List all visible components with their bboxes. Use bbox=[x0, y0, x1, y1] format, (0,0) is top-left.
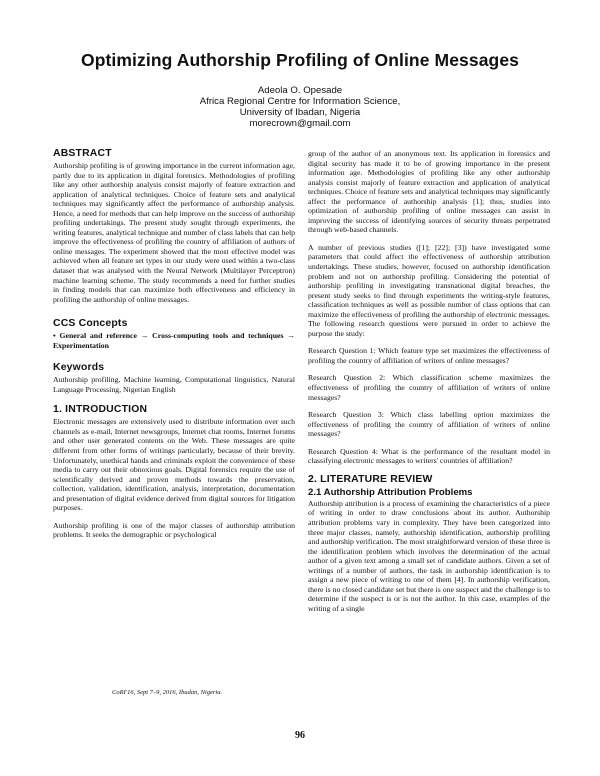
conference-footnote: CoRI'16, Sept 7–9, 2016, Ibadan, Nigeria. bbox=[112, 689, 223, 696]
left-column bbox=[53, 148, 295, 548]
abstract-heading: ABSTRACT bbox=[53, 148, 112, 159]
page-number: 96 bbox=[295, 730, 305, 741]
right-paragraph-2: A number of previous studies ([1]; [22]; [3]) have investigated some parameters that could affect the effectiveness of authorship attribution undertakings. These studies, however, focused on authorship identification problem and not on authorship profiling. Considering the potential of authorship profiling in investigating transnational digital breaches, the present study seeks to find through experiments the writing-style features, classification techniques as well as possible number of class options that can maximize the effectiveness of profiling the authorship of electronic messages. The following research questions were pursued in order to achieve the purpose the study: bbox=[308, 242, 550, 338]
research-question-4: Research Question 4: What is the performance of the resultant model in classifying electronic messages to writers' countries of affiliation? bbox=[308, 446, 550, 466]
right-column bbox=[308, 149, 550, 621]
intro-paragraph-1: Electronic messages are extensively used to distribute information over such channels as e-mail, Internet newsgroups, Internet chat rooms, Internet forums and other user generated contents on the Web. These messages are quite different from other forms of writings particularly, because of their brevity. Unfortunately, unethical hands and criminals exploit the convenience of these media to carry out their obnoxious goals. Digital forensics require the use of scientifically derived and proven methods towards the preservation, collection, validation, identification, analysis, interpretation, documentation and presentation of digital evidence derived from digital sources for litigation purposes. bbox=[53, 417, 295, 513]
introduction-heading: 1. INTRODUCTION bbox=[53, 404, 148, 416]
keywords-text: Authorship profiling, Machine learning, Computational linguistics, Natural Language Processing, Nigerian English bbox=[53, 375, 295, 394]
ccs-text: • General and reference → Cross-computing tools and techniques → Experimentation bbox=[53, 331, 295, 350]
keywords-heading: Keywords bbox=[53, 362, 105, 374]
author-university: University of Ibadan, Nigeria bbox=[239, 106, 361, 118]
author-email[interactable]: morecrown@gmail.com bbox=[249, 117, 351, 129]
literature-review-heading: 2. LITERATURE REVIEW bbox=[308, 473, 433, 485]
right-paragraph-1: group of the author of an anonymous text. Its application in forensics and digital security has made it to be of growing importance in the present information age. Methodologies of profiling like any other authorship analysis consist majorly of feature extraction and application of analytical techniques. Choice of feature sets and analytical techniques may significantly affect the performance of authorship analysis [1]; thus, studies into optimization of authorship profiling of online messages can assist in improving the success of identifying sources of security threats perpetrated through web-based channels. bbox=[308, 149, 550, 235]
literature-paragraph: Authorship attribution is a process of examining the characteristics of a piece of writing in order to draw conclusions about its author. Authorship attribution problems vary in complexity. They have been categorized into three major classes, namely, authorship identification, authorship profiling and authorship verification. The most straightforward version of these three is the identification problem which involves the determination of the actual author of a given text among a small set of candidate authors. Given a set of writings of a number of authors, the task in authorship identification is to assign a new piece of writing to one of them [4]. In authorship verification, there is no closed candidate set but there is one suspect and the challenge is to determine if the suspect is or is not the author. In this case, examples of the writing of a single bbox=[308, 498, 550, 613]
research-question-3: Research Question 3: Which class labelling option maximizes the effectiveness of profiling the country of affiliation of writers of online messages? bbox=[308, 410, 550, 439]
subsection-heading: 2.1 Authorship Attribution Problems bbox=[308, 486, 473, 498]
ccs-heading: CCS Concepts bbox=[53, 318, 128, 330]
author-block bbox=[0, 86, 600, 130]
intro-paragraph-2: Authorship profiling is one of the major classes of authorship attribution problems. It seeks the demographic or psychological bbox=[53, 520, 295, 540]
author-affiliation: Africa Regional Centre for Information Science, bbox=[199, 95, 401, 107]
research-question-2: Research Question 2: Which classification scheme maximizes the effectiveness of profiling the country of affiliation of writers of online messages? bbox=[308, 373, 550, 402]
author-name: Adeola O. Opesade bbox=[257, 85, 343, 96]
research-question-1: Research Question 1: Which feature type set maximizes the effectiveness of profiling the country of affiliation of writers of online messages? bbox=[308, 346, 550, 365]
abstract-text: Authorship profiling is of growing importance in the current information age, partly due to its application in digital forensics. Methodologies of profiling like any other authorship analysis consist majorly of feature extraction and application of analytical techniques. Choice of feature sets and analytical techniques may significantly affect the performance of authorship analysis. Hence, a need for methods that can help improve on the success of authorship profiling undertakings. The present study sought through experiments, the writing features, analytical technique and number of class labels that can help improve the effectiveness of profiling the country of affiliation of authors of online messages. The experiment showed that the most effective model was achieved when all feature set types in our study were used within a two-class dataset that was analysed with the Neural Network (Multilayer Perceptron) machine learning scheme. The study recommends a need for further studies in finding models that can maximize both effectiveness and efficiency in profiling the authorship of online messages. bbox=[53, 161, 295, 304]
paper-title: Optimizing Authorship Profiling of Online Messages bbox=[81, 50, 519, 70]
